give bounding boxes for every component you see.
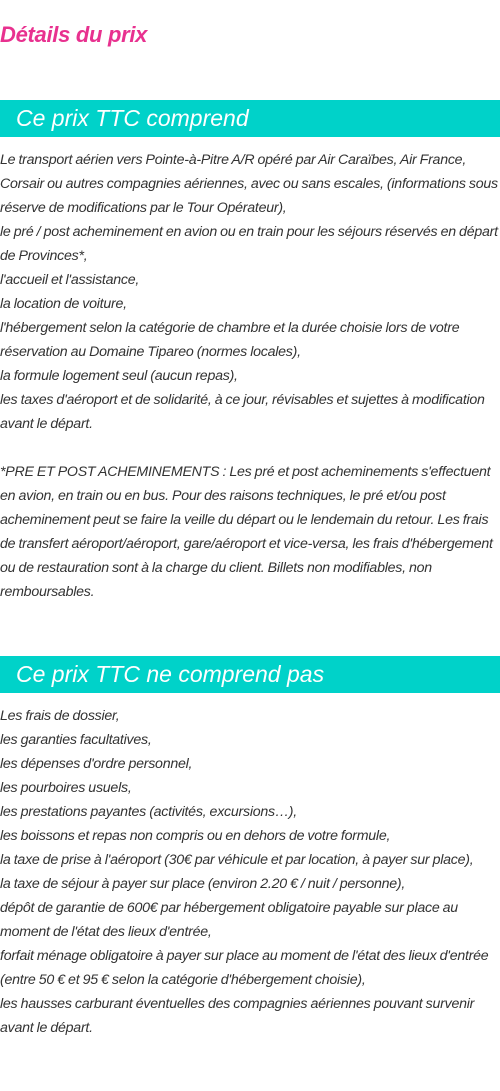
list-item: les hausses carburant éventuelles des compagnies aériennes pouvant survenir avant le départ.: [0, 996, 475, 1036]
list-item: les garanties facultatives,: [0, 732, 152, 748]
page-title: Détails du prix: [0, 22, 148, 47]
list-item: Les frais de dossier,: [0, 708, 120, 724]
includes-section-header: Ce prix TTC comprend: [0, 100, 500, 137]
list-item: la formule logement seul (aucun repas),: [0, 368, 238, 384]
acheminement-note: *PRE ET POST ACHEMINEMENTS : Les pré et post acheminements s'effectuent en avion, en train ou en bus. Pour des raisons techniques, le pré et/ou post acheminement peut se faire la veille du départ ou le lendemain du retour. Les frais de transfert aéroport/aéroport, gare/aéroport et vice-versa, les frais d'hébergement ou de restauration sont à la charge du client. Billets non modifiables, non remboursables.: [0, 464, 493, 600]
list-item: la location de voiture,: [0, 296, 127, 312]
list-item: les prestations payantes (activités, excursions…),: [0, 804, 297, 820]
list-item: les pourboires usuels,: [0, 780, 132, 796]
list-item: le pré / post acheminement en avion ou en train pour les séjours réservés en départ de Provinces*,: [0, 224, 498, 264]
list-item: l'hébergement selon la catégorie de chambre et la durée choisie lors de votre réservation au Domaine Tipareo (normes locales),: [0, 320, 460, 360]
list-item: la taxe de prise à l'aéroport (30€ par véhicule et par location, à payer sur place),: [0, 852, 474, 868]
list-item: l'accueil et l'assistance,: [0, 272, 140, 288]
list-item: les boissons et repas non compris ou en dehors de votre formule,: [0, 828, 391, 844]
excludes-section-header: Ce prix TTC ne comprend pas: [0, 656, 500, 693]
list-item: les dépenses d'ordre personnel,: [0, 756, 193, 772]
list-item: Le transport aérien vers Pointe-à-Pitre A/R opéré par Air Caraïbes, Air France, Corsair ou autres compagnies aériennes, avec ou sans escales, (informations sous réserve de modifications par le Tour Opérateur),: [0, 152, 498, 216]
list-item: forfait ménage obligatoire à payer sur place au moment de l'état des lieux d'entrée (entre 50 € et 95 € selon la catégorie d'hébergement choisie),: [0, 948, 489, 988]
list-item: dépôt de garantie de 600€ par hébergement obligatoire payable sur place au moment de l'état des lieux d'entrée,: [0, 900, 458, 940]
includes-list: [0, 148, 500, 436]
list-item: les taxes d'aéroport et de solidarité, à ce jour, révisables et sujettes à modification avant le départ.: [0, 392, 485, 432]
list-item: la taxe de séjour à payer sur place (environ 2.20 € / nuit / personne),: [0, 876, 406, 892]
excludes-list: [0, 704, 500, 1040]
